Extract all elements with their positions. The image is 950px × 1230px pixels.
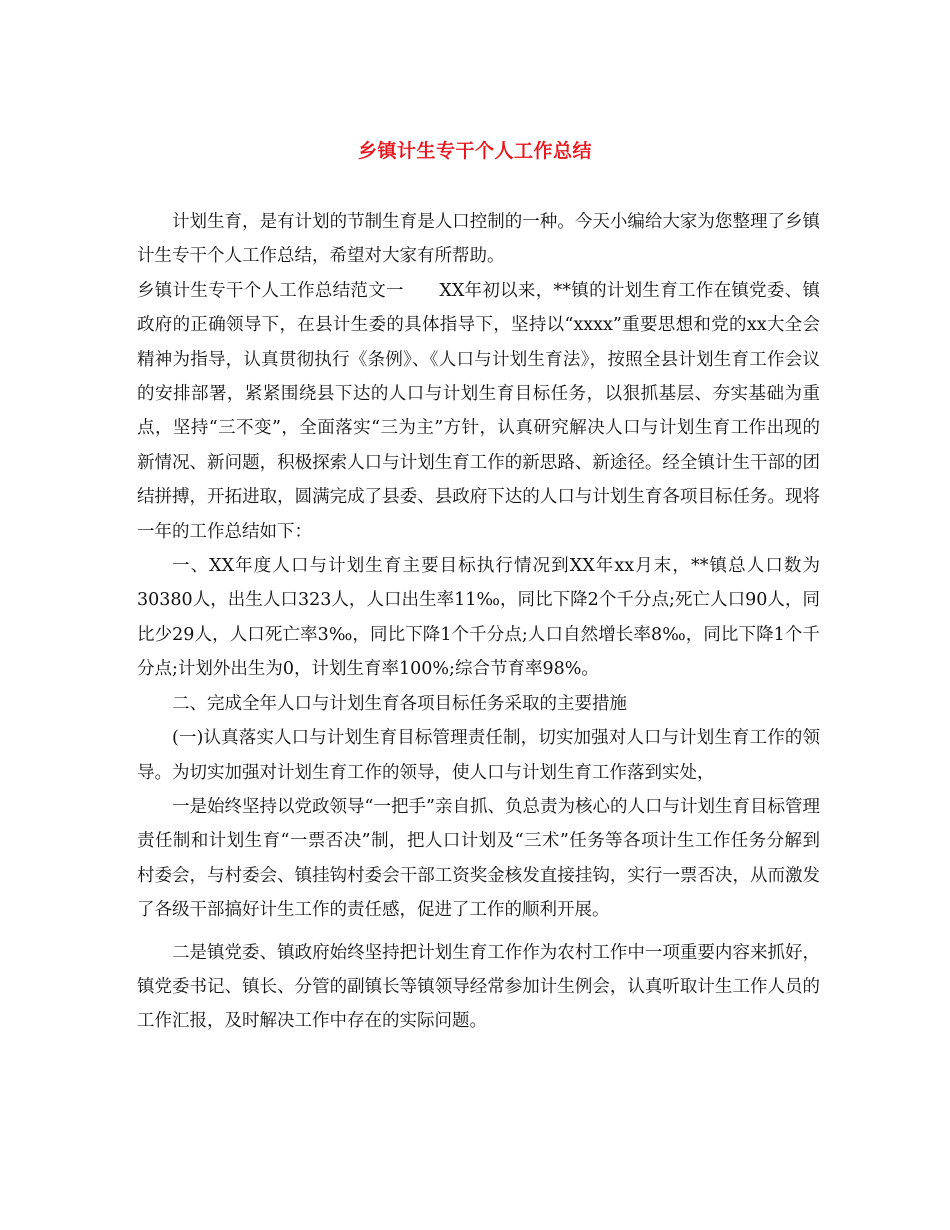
document-body — [137, 205, 820, 1039]
paragraph-subsection-one: (一)认真落实人口与计划生育目标管理责任制，切实加强对人口与计划生育工作的领导。为切实加强对计划生育工作的领导，使人口与计划生育工作落到实处， — [137, 728, 820, 783]
paragraph-sample-one: 乡镇计生专干个人工作总结范文一 XX年初以来，**镇的计划生育工作在镇党委、镇政府的正确领导下，在县计生委的具体指导下，坚持以“xxxx”重要思想和党的xx大全会精神为指导，认真贯彻执行《条例》、《人口与计划生育法》，按照全县计划生育工作会议的安排部署，紧紧围绕县下达的人口与计划生育目标任务，以狠抓基层、夯实基础为重点，坚持“三不变”，全面落实“三为主”方针，认真研究解决人口与计划生育工作出现的新情况、新问题，积极探索人口与计划生育工作的新思路、新途径。经全镇计生干部的团结拼搏，开拓进取，圆满完成了县委、县政府下达的人口与计划生育各项目标任务。现将一年的工作总结如下： — [137, 280, 820, 542]
document-title: 乡镇计生专干个人工作总结 — [357, 140, 592, 162]
paragraph-intro: 计划生育，是有计划的节制生育是人口控制的一种。今天小编给大家为您整理了乡镇计生专干个人工作总结，希望对大家有所帮助。 — [137, 212, 820, 267]
paragraph-point-two: 二是镇党委、镇政府始终坚持把计划生育工作作为农村工作中一项重要内容来抓好，镇党委书记、镇长、分管的副镇长等镇领导经常参加计生例会，认真听取计生工作人员的工作汇报，及时解决工作中存在的实际问题。 — [137, 942, 820, 1032]
paragraph-point-one: 一是始终坚持以党政领导“一把手”亲自抓、负总责为核心的人口与计划生育目标管理责任制和计划生育“一票否决”制，把人口计划及“三术”任务等各项计生工作任务分解到村委会，与村委会、镇挂钩村委会干部工资奖金核发直接挂钩，实行一票否决，从而激发了各级干部搞好计生工作的责任感，促进了工作的顺利开展。 — [137, 796, 820, 921]
paragraph-section-two-heading: 二、完成全年人口与计划生育各项目标任务采取的主要措施 — [172, 693, 627, 714]
paragraph-section-one: 一、XX年度人口与计划生育主要目标执行情况到XX年xx月末，**镇总人口数为30380人，出生人口323人，人口出生率11‰，同比下降2个千分点;死亡人口90人，同比少29人，人口死亡率3‰，同比下降1个千分点;人口自然增长率8‰，同比下降1个千分点;计划外出生为0，计划生育率100%;综合节育率98%。 — [137, 556, 820, 680]
